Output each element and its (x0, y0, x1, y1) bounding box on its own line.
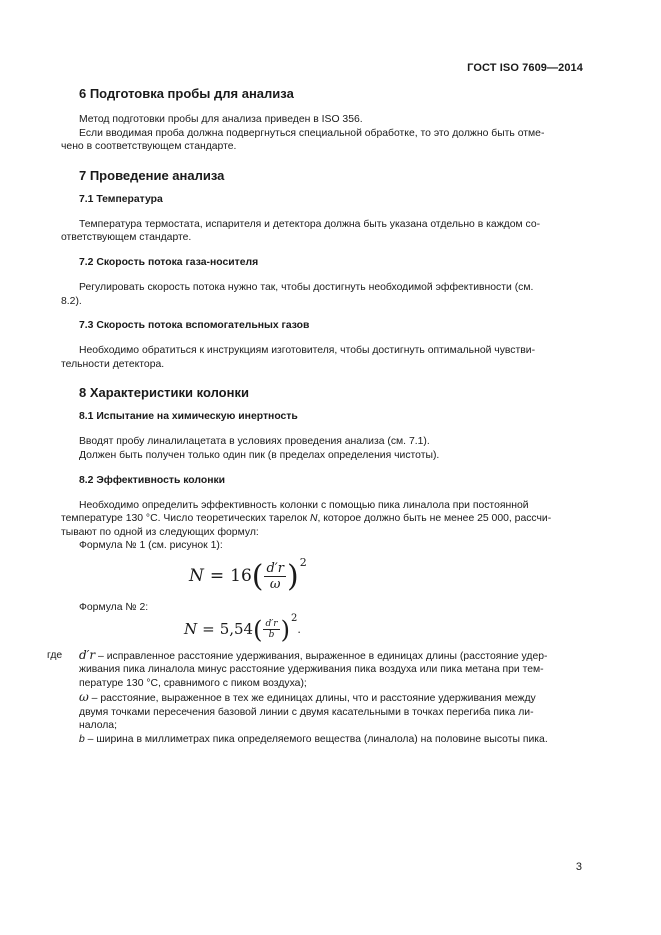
section-6-p2b: чено в соответствующем стандарте. (61, 141, 237, 153)
section-7-2-title: 7.2 Скорость потока газа-носителя (79, 256, 259, 268)
page-content (47, 86, 582, 747)
where-d-a: – исправленное расстояние удерживания, выраженное в единицах длины (расстояние удер- (95, 650, 548, 662)
where-d-line-a (79, 649, 582, 664)
section-8-2-b1: температуре 130 °С. Число теоретических тарелок (61, 513, 310, 525)
where-b-line (79, 733, 582, 747)
var-n: N (309, 513, 318, 525)
formula-1-label: Формула № 1 (см. рисунок 1): (79, 540, 223, 552)
where-b-text: – ширина в миллиметрах пика определяемого вещества (линалола) на половине высоты пика. (84, 734, 548, 746)
page-number: 3 (575, 861, 582, 873)
formula-1-num: d′r (266, 561, 284, 577)
section-6-title: 6 Подготовка пробы для анализа (79, 86, 294, 101)
where-w-line-a (79, 691, 582, 706)
section-8-2-a: Необходимо определить эффективность колонки с помощью пика линалола при постоянной (79, 499, 529, 511)
section-6-p2a: Если вводимая проба должна подвергнуться специальной обработке, то это должно быть отме- (79, 127, 545, 139)
where-w-line-b: двумя точками пересечения базовой линии с двумя касательными в точках перегиба пика ли- (79, 706, 534, 718)
section-7-title: 7 Проведение анализа (79, 167, 225, 183)
where-block (47, 647, 582, 747)
standard-header: ГОСТ ISO 7609—2014 (467, 62, 583, 74)
section-7-1-a: Температура термостата, испарителя и детектора должна быть указана отдельно в каждом со- (79, 218, 541, 230)
formula-2-den: b (268, 630, 275, 640)
formula-2-fraction (263, 619, 279, 640)
formula-1-lhs: N (189, 566, 204, 587)
section-7-3-a: Необходимо обратиться к инструкциям изготовителя, чтобы достигнуть оптимальной чувстви- (79, 345, 536, 357)
formula-2-label: Формула № 2: (79, 601, 149, 613)
section-8-2-title: 8.2 Эффективность колонки (79, 474, 226, 486)
section-8-1-b: Должен быть получен только один пик (в пределах определения чистоты). (79, 449, 440, 461)
d-symbol: d′r (79, 647, 96, 662)
formula-2-tail: . (297, 622, 301, 636)
section-7-2-b: 8.2). (61, 295, 82, 307)
section-7-1-title: 7.1 Температура (79, 193, 163, 205)
section-7-3-title: 7.3 Скорость потока вспомогательных газов (79, 320, 310, 332)
where-label: где (47, 649, 63, 661)
where-d-line-c: пературе 130 °С, сравнимого с пиком воздуха); (79, 677, 307, 689)
where-w-a: – расстояние, выраженное в тех же единицах длины, что и расстояние удерживания между (88, 693, 536, 705)
formula-1-fraction (264, 561, 286, 592)
formula-1-pow: 2 (299, 556, 307, 570)
formula-1-den: ω (269, 577, 281, 593)
section-8-2-c: тывают по одной из следующих формул: (61, 526, 259, 538)
formula-1-coef: 16 (230, 566, 252, 587)
section-8-1-title: 8.1 Испытание на химическую инертность (79, 411, 298, 423)
formula-1: N = 16 ( $\frac{d'r}{\omega}$ ) 2 (189, 556, 307, 594)
formula-2-num: d′r (265, 619, 278, 629)
omega-symbol: ω (79, 690, 89, 705)
formula-2-lhs: N (184, 619, 198, 638)
formula-2: N = 5,54 ( $\frac{d'r}{b}$ ) 2 . (184, 612, 301, 644)
section-8-2-b2: , которое должно быть не менее 25 000, рассчи- (317, 513, 552, 525)
where-d-line-b: живания пика линалола минус расстояние удерживания пика воздуха или пика метана при тем- (79, 664, 544, 676)
section-8-title: 8 Характеристики колонки (79, 385, 249, 401)
b-symbol: b (79, 734, 85, 746)
section-8-2-b (61, 512, 582, 526)
section-7-3-b: тельности детектора. (61, 358, 165, 370)
formula-2-pow: 2 (290, 612, 298, 624)
section-7-1-b: ответствующем стандарте. (61, 232, 192, 244)
formula-2-eq: = (202, 619, 215, 638)
section-6-p1: Метод подготовки пробы для анализа приведен в ISO 356. (79, 114, 363, 125)
where-w-line-c: налола; (79, 720, 117, 732)
formula-1-eq: = (209, 566, 225, 587)
section-7-2-a: Регулировать скорость потока нужно так, чтобы достигнуть необходимой эффективности (см. (79, 281, 534, 293)
formula-2-coef: 5,54 (219, 619, 254, 638)
section-8-1-a: Вводят пробу линалилацетата в условиях проведения анализа (см. 7.1). (79, 436, 430, 448)
